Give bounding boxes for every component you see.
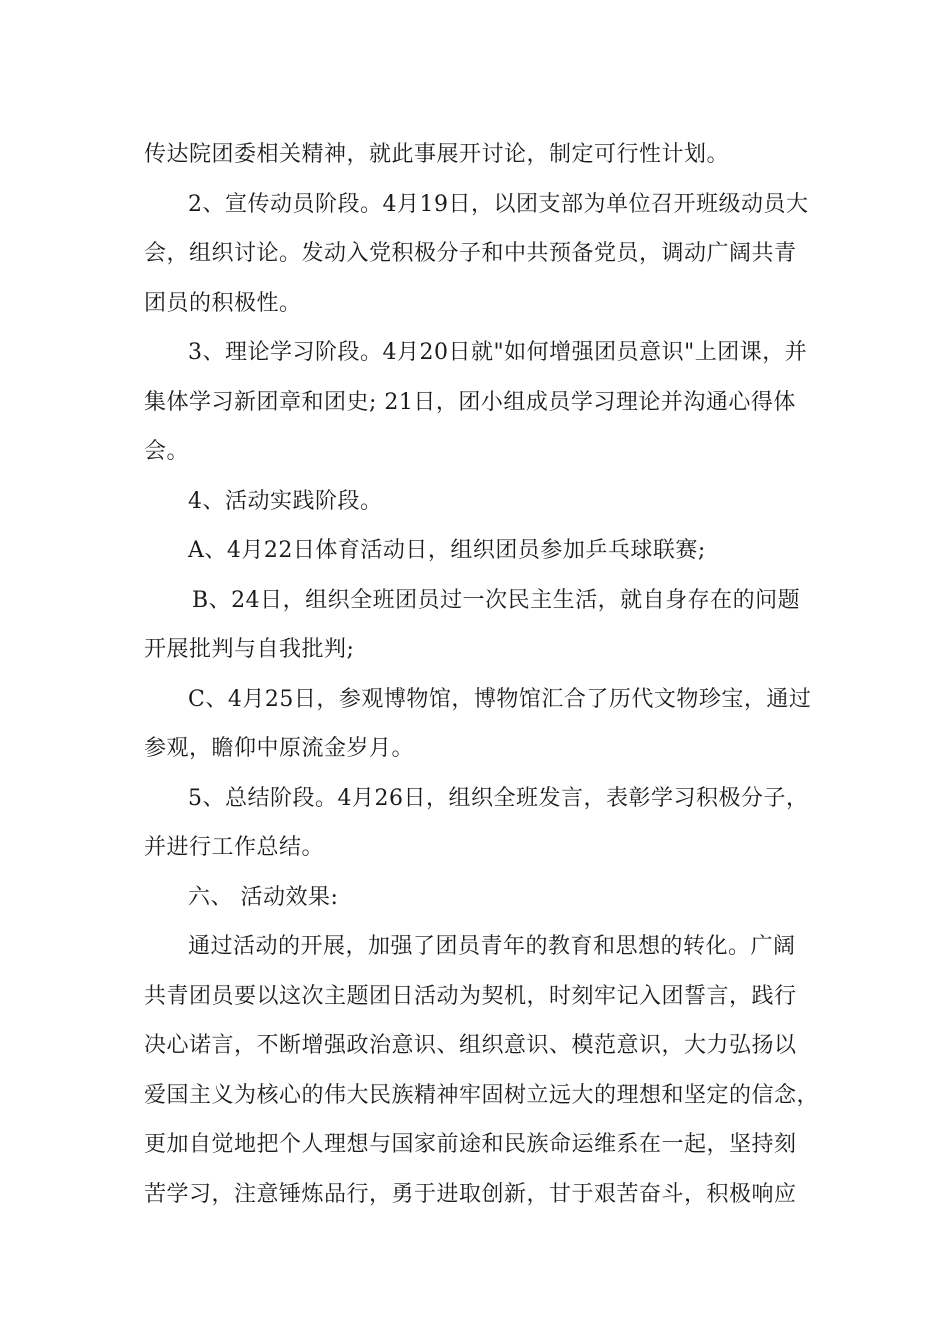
document-body bbox=[144, 130, 824, 1219]
paragraph-line: A、4月22日体育活动日，组织团员参加乒乓球联赛; bbox=[188, 538, 706, 563]
paragraph-line: 苦学习，注意锤炼品行，勇于进取创新，甘于艰苦奋斗，积极响应 bbox=[144, 1181, 797, 1207]
paragraph-line: 通过活动的开展，加强了团员青年的教育和思想的转化。广阔 bbox=[188, 934, 796, 959]
paragraph-line: 2、宣传动员阶段。4月19日，以团支部为单位召开班级动员大 bbox=[188, 191, 809, 217]
paragraph-line: 3、理论学习阶段。4月20日就"如何增强团员意识"上团课，并 bbox=[188, 340, 808, 365]
paragraph-line: 4、活动实践阶段。 bbox=[188, 488, 383, 514]
section-heading: 六、 活动效果: bbox=[188, 884, 339, 910]
paragraph-line: 会。 bbox=[144, 439, 190, 464]
paragraph-line: 并进行工作总结。 bbox=[144, 835, 325, 860]
paragraph-line: 团员的积极性。 bbox=[144, 290, 302, 316]
paragraph-line: 更加自觉地把个人理想与国家前途和民族命运维系在一起，坚持刻 bbox=[144, 1132, 797, 1157]
paragraph-line: 会，组织讨论。发动入党积极分子和中共预备党员，调动广阔共青 bbox=[144, 241, 797, 266]
paragraph-line: 集体学习新团章和团史; 21日，团小组成员学习理论并沟通心得体 bbox=[144, 389, 796, 415]
paragraph-line: 共青团员要以这次主题团日活动为契机，时刻牢记入团誓言，践行 bbox=[144, 983, 797, 1009]
paragraph-line: 开展批判与自我批判; bbox=[144, 637, 355, 662]
paragraph-line: 传达院团委相关精神，就此事展开讨论，制定可行性计划。 bbox=[144, 142, 730, 167]
paragraph-line: 5、总结阶段。4月26日，组织全班发言，表彰学习积极分子， bbox=[188, 785, 809, 811]
paragraph-line: 爱国主义为核心的伟大民族精神牢固树立远大的理想和坚定的信念， bbox=[144, 1082, 820, 1108]
paragraph-line: 决心诺言，不断增强政治意识、组织意识、模范意识，大力弘扬以 bbox=[144, 1033, 797, 1058]
paragraph-line: 参观，瞻仰中原流金岁月。 bbox=[144, 736, 415, 761]
paragraph-line: B、24日，组织全班团员过一次民主生活，就自身存在的问题 bbox=[192, 587, 801, 613]
paragraph-line: C、4月25日，参观博物馆，博物馆汇合了历代文物珍宝，通过 bbox=[188, 686, 812, 712]
